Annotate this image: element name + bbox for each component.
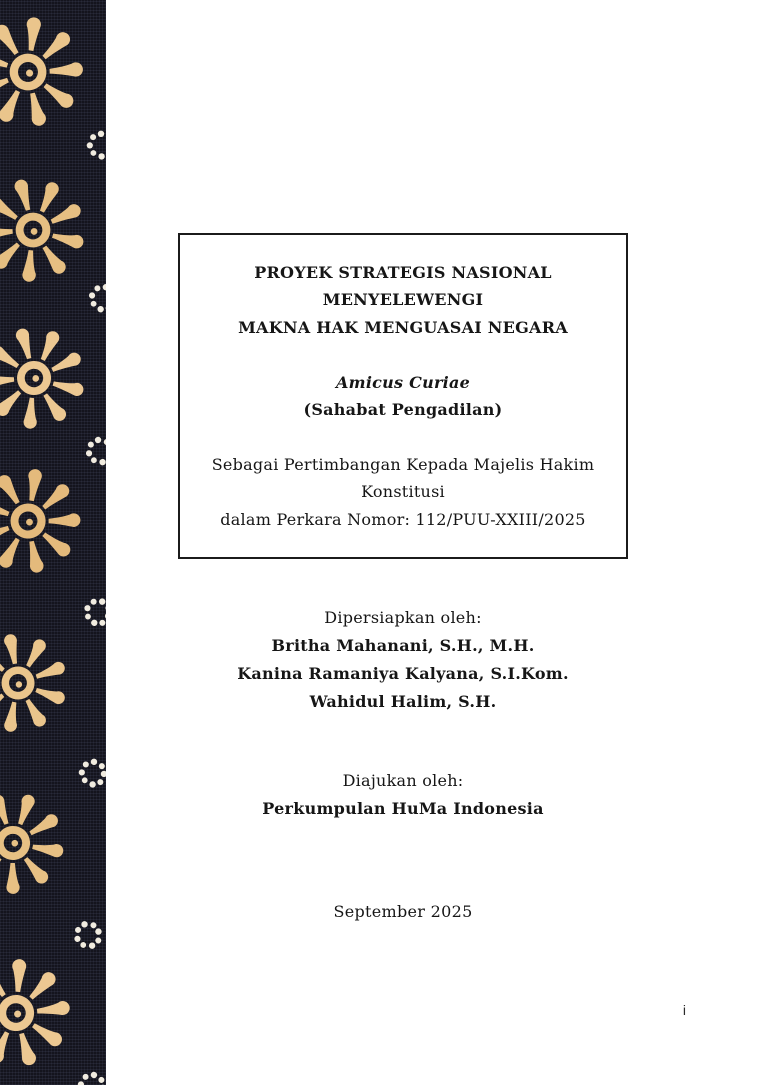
- addressed-to-line2: dalam Perkara Nomor: 112/PUU-XXIII/2025: [220, 509, 586, 529]
- document-title-line1: PROYEK STRATEGIS NASIONAL MENYELEWENGI: [254, 263, 552, 310]
- batik-sun-pattern-graphic: [0, 0, 106, 1085]
- amicus-curiae-subtitle: Amicus Curiae: [335, 372, 471, 392]
- prepared-by-section: [106, 604, 700, 716]
- submitting-organization: Perkumpulan HuMa Indonesia: [262, 799, 544, 819]
- publication-date: September 2025: [333, 902, 473, 922]
- author-name-3: Wahidul Halim, S.H.: [309, 692, 497, 712]
- batik-border-decoration: [0, 0, 106, 1085]
- title-box-spacer: [188, 341, 618, 368]
- author-name-1: Britha Mahanani, S.H., M.H.: [271, 636, 535, 656]
- page-content: [106, 0, 700, 1088]
- sahabat-pengadilan-subtitle: (Sahabat Pengadilan): [303, 400, 503, 420]
- page-number: i: [682, 1002, 686, 1018]
- document-title-line2: MAKNA HAK MENGUASAI NEGARA: [238, 317, 568, 337]
- title-box: [178, 233, 628, 559]
- submitted-by-section: [106, 767, 700, 823]
- submitted-by-label: Diajukan oleh:: [342, 771, 464, 791]
- author-name-2: Kanina Ramaniya Kalyana, S.I.Kom.: [237, 664, 569, 684]
- addressed-to-line1: Sebagai Pertimbangan Kepada Majelis Hakim Konstitusi: [211, 454, 595, 502]
- title-box-spacer: [188, 423, 618, 450]
- prepared-by-label: Dipersiapkan oleh:: [324, 608, 482, 628]
